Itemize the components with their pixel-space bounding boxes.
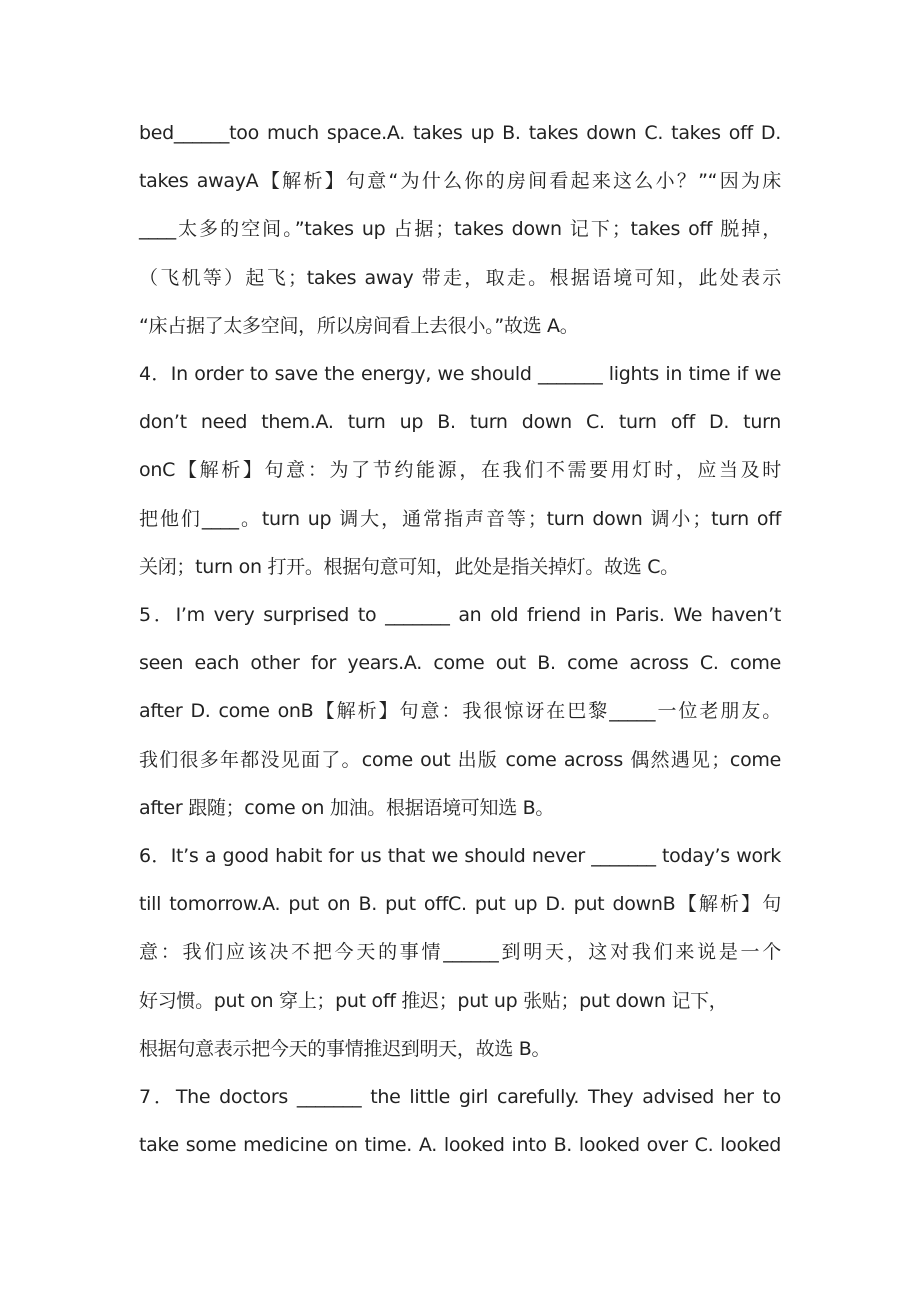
text-line: 我们很多年都没见面了。come out 出版 come across 偶然遇见；come (139, 748, 781, 771)
text-line: 把他们____。turn up 调大，通常指声音等；turn down 调小；turn off (139, 507, 781, 530)
text-line: 7．The doctors _______ the little girl carefully. They advised her to (139, 1086, 781, 1108)
text-line: 根据句意表示把今天的事情推迟到明天，故选 B。 (139, 1037, 551, 1060)
text-line: 5．I’m very surprised to _______ an old friend in Paris. We haven’t (139, 604, 781, 626)
text-line: takes awayA【解析】句意“为什么你的房间看起来这么小？”“因为床 (139, 170, 781, 193)
text-line: 好习惯。put on 穿上；put off 推迟；put up 张贴；put down 记下， (139, 989, 728, 1012)
text-line: bed______too much space.A. takes up B. takes down C. takes off D. (139, 122, 781, 144)
text-line: 4．In order to save the energy, we should _______ lights in time if we (139, 363, 781, 385)
text-line: 意：我们应该决不把今天的事情______到明天，这对我们来说是一个 (139, 941, 781, 964)
text-line: after 跟随；come on 加油。根据语境可知选 B。 (139, 796, 555, 819)
text-line: ____太多的空间。”takes up 占据；takes down 记下；takes off 脱掉， (139, 218, 781, 241)
text-line: 关闭；turn on 打开。根据句意可知，此处是指关掉灯。故选 C。 (139, 555, 679, 578)
text-line: don’t need them.A. turn up B. turn down C. turn off D. turn (139, 411, 781, 434)
text-line: take some medicine on time. A. looked into B. looked over C. looked (139, 1134, 781, 1157)
text-line: 6．It’s a good habit for us that we should never _______ today’s work (139, 845, 781, 867)
text-line: seen each other for years.A. come out B. come across C. come (139, 652, 781, 675)
text-line: till tomorrow.A. put on B. put offC. put up D. put downB【解析】句 (139, 893, 781, 916)
text-line: onC【解析】句意：为了节约能源，在我们不需要用灯时，应当及时 (139, 459, 781, 482)
text-line: after D. come onB【解析】句意：我很惊讶在巴黎_____一位老朋友。 (139, 700, 781, 723)
text-line: （飞机等）起飞；takes away 带走，取走。根据语境可知，此处表示 (139, 266, 781, 289)
text-line: “床占据了太多空间，所以房间看上去很小。”故选 A。 (139, 314, 579, 337)
